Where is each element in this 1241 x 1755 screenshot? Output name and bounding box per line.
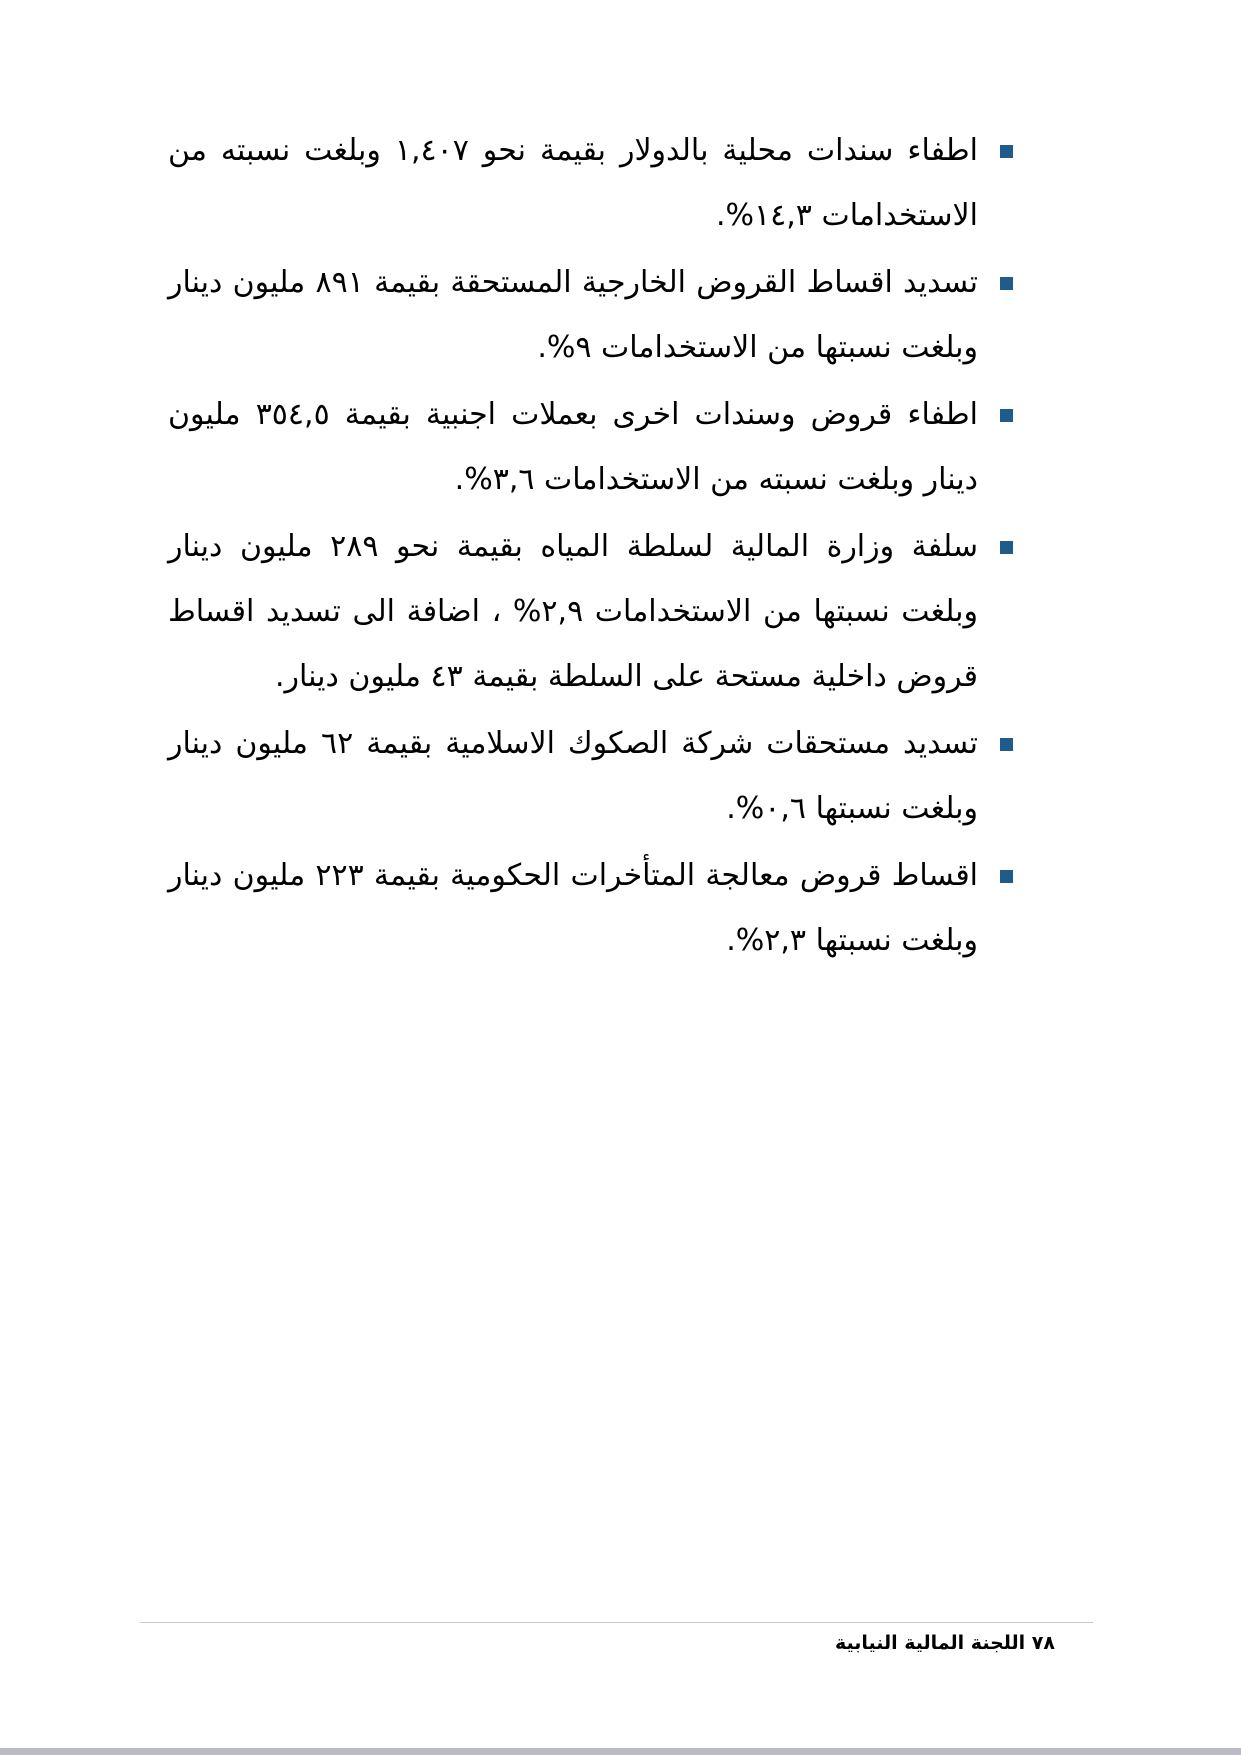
bullet-text: اطفاء سندات محلية بالدولار بقيمة نحو ١,٤٠٧ وبلغت نسبته من الاستخدامات ١٤,٣%. [168, 133, 978, 233]
bullet-text: اطفاء قروض وسندات اخرى بعملات اجنبية بقيمة ٣٥٤,٥ مليون دينار وبلغت نسبته من الاستخدامات ٣,٦%. [168, 397, 979, 497]
footer-text: ٧٨ اللجنة المالية النيابية [834, 1632, 1055, 1654]
list-item [168, 514, 1013, 709]
bullet-text: اقساط قروض معالجة المتأخرات الحكومية بقيمة ٢٢٣ مليون دينار وبلغت نسبتها ٢,٣%. [168, 858, 978, 958]
list-item [168, 843, 1013, 973]
bullet-square-icon [1000, 409, 1013, 422]
bullet-square-icon [1000, 277, 1013, 290]
bullet-square-icon [1000, 738, 1013, 751]
list-item [168, 118, 1013, 248]
bullet-text: سلفة وزارة المالية لسلطة المياه بقيمة نحو ٢٨٩ مليون دينار وبلغت نسبتها من الاستخدامات ٢,٩% ، اضافة الى تسديد اقساط قروض داخلية مستحة على السلطة بقيمة ٤٣ مليون دينار. [168, 529, 979, 694]
page-footer [835, 1628, 1055, 1658]
body-text-block [168, 118, 1013, 975]
bullet-square-icon [1000, 145, 1013, 158]
list-item [168, 711, 1013, 841]
bullet-list [168, 118, 1013, 973]
window-bottom-edge [0, 1748, 1241, 1755]
bullet-square-icon [1000, 870, 1013, 883]
bullet-text: تسديد مستحقات شركة الصكوك الاسلامية بقيمة ٦٢ مليون دينار وبلغت نسبتها ٠,٦%. [168, 726, 979, 826]
bullet-square-icon [1000, 541, 1013, 554]
list-item [168, 250, 1013, 380]
bullet-text: تسديد اقساط القروض الخارجية المستحقة بقيمة ٨٩١ مليون دينار وبلغت نسبتها من الاستخدامات ٩%. [168, 265, 979, 365]
footer-divider [140, 1622, 1093, 1623]
list-item [168, 382, 1013, 512]
